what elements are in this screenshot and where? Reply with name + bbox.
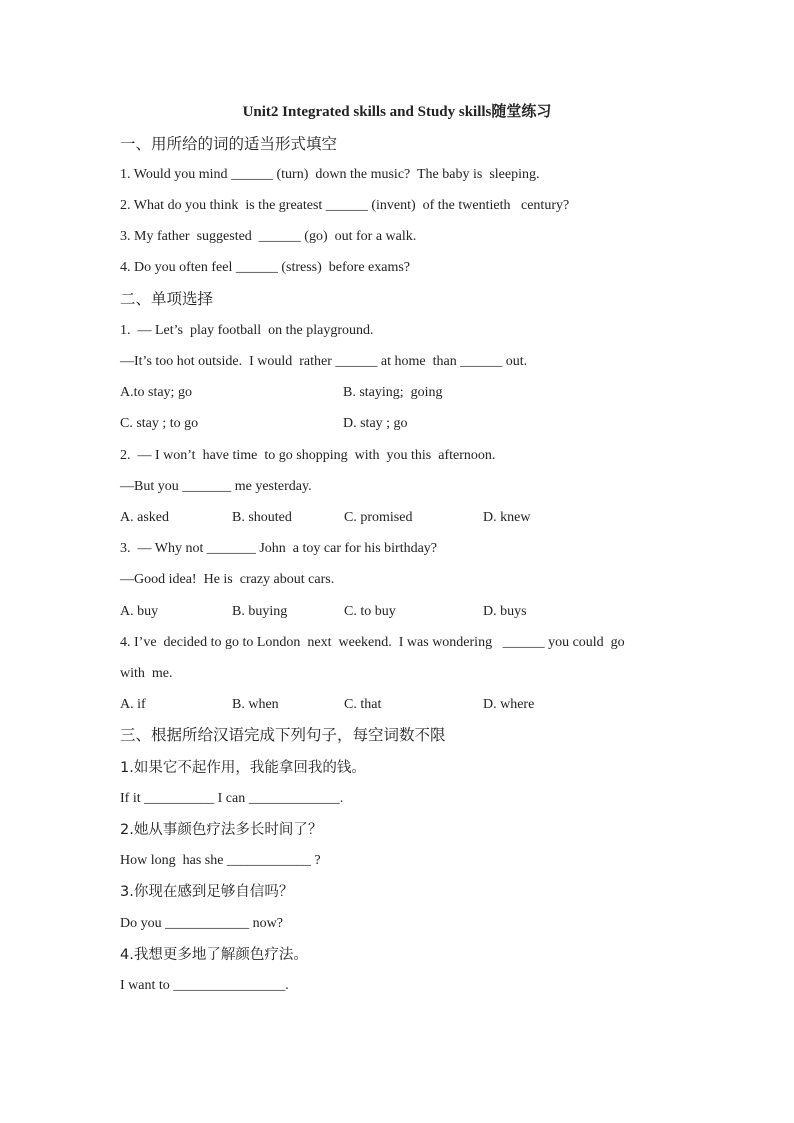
s2-q4-option-d: D. where	[483, 697, 535, 712]
s1-item-3: 3. My father suggested ______ (go) out for a walk.	[120, 229, 417, 244]
s2-q1-line2: —It’s too hot outside. I would rather ______ at home than ______ out.	[120, 354, 528, 369]
s2-q4-option-b: B. when	[232, 697, 279, 712]
s3-item-3-english: Do you ____________ now?	[120, 916, 283, 931]
s2-q1-option-c: C. stay ; to go	[120, 416, 199, 431]
s1-item-4: 4. Do you often feel ______ (stress) before exams?	[120, 260, 411, 275]
s2-q3-option-b: B. buying	[232, 604, 288, 619]
s2-q4-option-a: A. if	[120, 697, 146, 712]
s3-item-2-english: How long has she ____________ ?	[120, 853, 321, 868]
section2-heading: 二、单项选择	[120, 290, 214, 308]
s2-q1-option-a: A.to stay; go	[120, 385, 192, 400]
s2-q2-option-a: A. asked	[120, 510, 169, 525]
s3-item-1-chinese: 1.如果它不起作用，我能拿回我的钱。	[120, 760, 366, 776]
s2-q4-line1: 4. I’ve decided to go to London next weekend. I was wondering ______ you could go	[120, 635, 625, 650]
s2-q2-option-b: B. shouted	[232, 510, 292, 525]
s2-q1-option-d: D. stay ; go	[343, 416, 408, 431]
s3-item-1-english: If it __________ I can _____________.	[120, 791, 344, 806]
s3-item-2-chinese: 2.她从事颜色疗法多长时间了？	[120, 822, 323, 838]
s3-item-3-chinese: 3.你现在感到足够自信吗？	[120, 884, 294, 900]
s1-item-1: 1. Would you mind ______ (turn) down the music? The baby is sleeping.	[120, 167, 540, 182]
s2-q1-option-b: B. staying; going	[343, 385, 443, 400]
s2-q4-option-c: C. that	[344, 697, 382, 712]
s2-q2-line1: 2. — I won’t have time to go shopping with you this afternoon.	[120, 448, 496, 463]
s2-q3-option-a: A. buy	[120, 604, 159, 619]
s2-q2-option-d: D. knew	[483, 510, 531, 525]
s2-q3-option-c: C. to buy	[344, 604, 396, 619]
s2-q3-option-d: D. buys	[483, 604, 527, 619]
s3-item-4-english: I want to ________________.	[120, 978, 289, 993]
s1-item-2: 2. What do you think is the greatest ______ (invent) of the twentieth century?	[120, 198, 570, 213]
section3-heading: 三、根据所给汉语完成下列句子，每空词数不限	[120, 726, 446, 744]
s2-q3-line1: 3. — Why not _______ John a toy car for his birthday?	[120, 541, 438, 556]
s2-q2-line2: —But you _______ me yesterday.	[120, 479, 312, 494]
section1-heading: 一、用所给的词的适当形式填空	[120, 135, 338, 153]
s2-q2-option-c: C. promised	[344, 510, 413, 525]
page-title: Unit2 Integrated skills and Study skills随堂练习	[242, 104, 552, 120]
s3-item-4-chinese: 4.我想更多地了解颜色疗法。	[120, 947, 308, 963]
s2-q3-line2: —Good idea! He is crazy about cars.	[120, 572, 335, 587]
s2-q4-line2: with me.	[120, 666, 173, 681]
s2-q1-line1: 1. — Let’s play football on the playground.	[120, 323, 374, 338]
